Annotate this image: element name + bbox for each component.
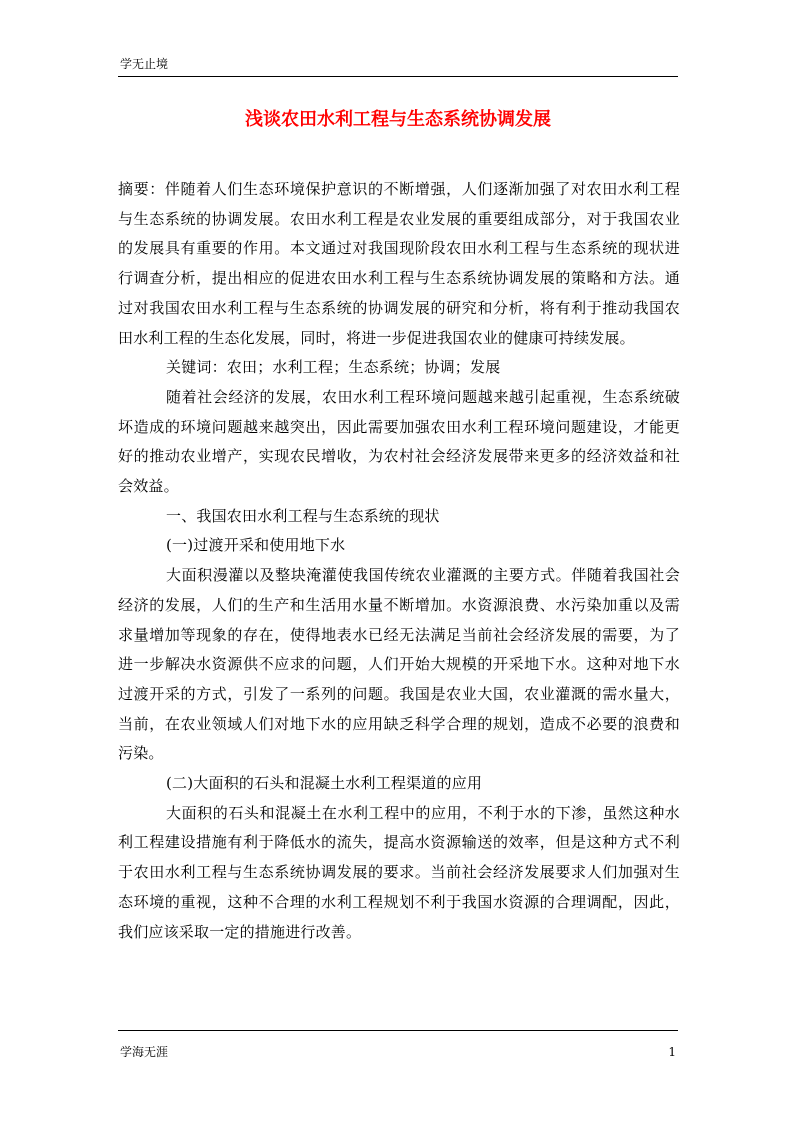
intro-paragraph: 随着社会经济的发展，农田水利工程环境问题越来越引起重视，生态系统破坏造成的环境问题越来越突出，因此需要加强农田水利工程环境问题建设，才能更好的推动农业增产，实现农民增收，为农村社会经济发展带来更多的经济效益和社会效益。 xyxy=(118,387,680,496)
body-paragraph: 大面积的石头和混凝土在水利工程中的应用，不利于水的下渗，虽然这种水利工程建设措施有利于降低水的流失，提高水资源输送的效率，但是这种方式不利于农田水利工程与生态系统协调发展的要求。当前社会经济发展要求人们加强对生态环境的重视，这种不合理的水利工程规划不利于我国水资源的合理调配，因此，我们应该采取一定的措施进行改善。 xyxy=(118,803,680,941)
header-divider xyxy=(118,76,678,77)
section-heading: 一、我国农田水利工程与生态系统的现状 xyxy=(166,506,440,525)
abstract-paragraph: 摘要：伴随着人们生态环境保护意识的不断增强，人们逐渐加强了对农田水利工程与生态系统的协调发展。农田水利工程是农业发展的重要组成部分，对于我国农业的发展具有重要的作用。本文通过对我国现阶段农田水利工程与生态系统的现状进行调查分析，提出相应的促进农田水利工程与生态系统协调发展的策略和方法。通过对我国农田水利工程与生态系统的协调发展的研究和分析，将有利于推动我国农田水利工程的生态化发展，同时，将进一步促进我国农业的健康可持续发展。 xyxy=(118,180,680,347)
page-footer-text: 学海无涯 xyxy=(120,1045,169,1059)
keywords-paragraph: 关键词：农田；水利工程；生态系统；协调；发展 xyxy=(166,358,501,377)
page-header-text: 学无止境 xyxy=(120,57,169,71)
subsection-heading: (一)过渡开采和使用地下水 xyxy=(166,536,346,555)
footer-divider xyxy=(118,1030,678,1031)
page-number: 1 xyxy=(668,1045,676,1059)
subsection-heading: (二)大面积的石头和混凝土水利工程渠道的应用 xyxy=(166,774,483,793)
body-paragraph: 大面积漫灌以及整块淹灌使我国传统农业灌溉的主要方式。伴随着我国社会经济的发展，人们的生产和生活用水量不断增加。水资源浪费、水污染加重以及需求量增加等现象的存在，使得地表水已经无法满足当前社会经济发展的需要，为了进一步解决水资源供不应求的问题，人们开始大规模的开采地下水。这种对地下水过渡开采的方式，引发了一系列的问题。我国是农业大国，农业灌溉的需水量大，当前，在农业领域人们对地下水的应用缺乏科学合理的规划，造成不必要的浪费和污染。 xyxy=(118,566,680,763)
document-body xyxy=(118,175,680,947)
document-title: 浅谈农田水利工程与生态系统协调发展 xyxy=(245,109,551,130)
